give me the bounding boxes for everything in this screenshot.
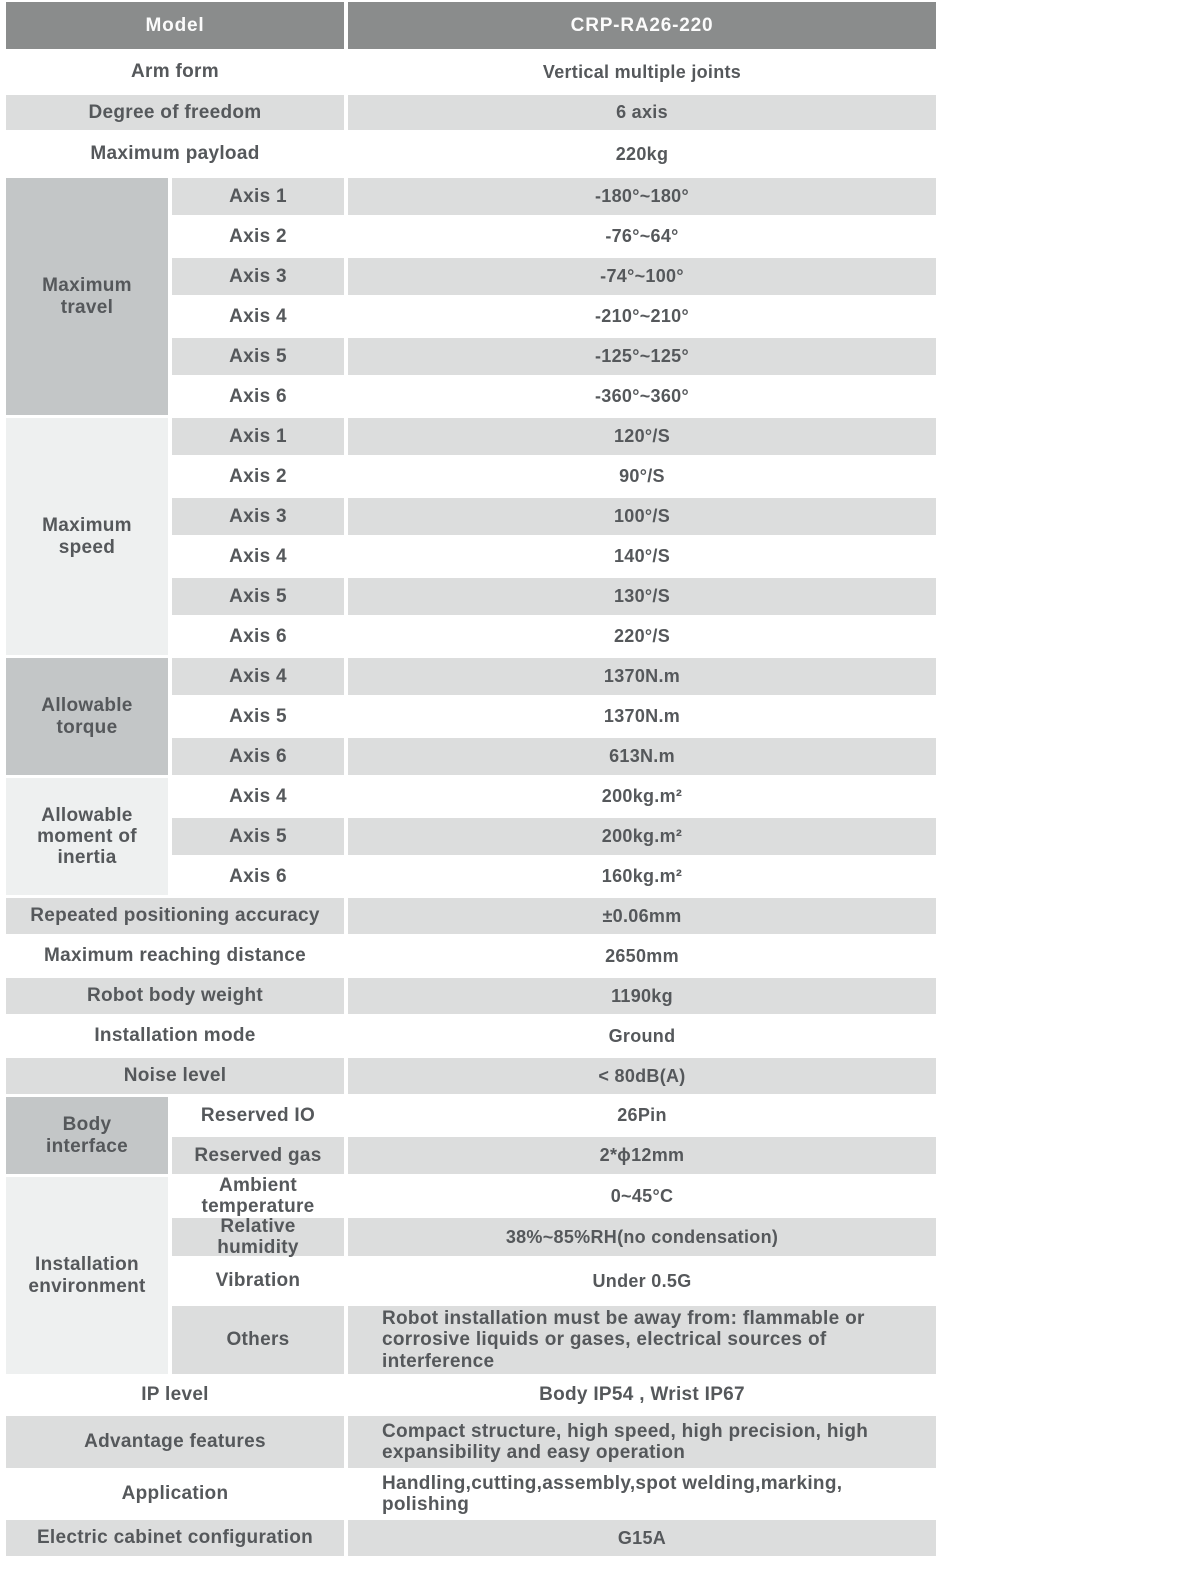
axis-label: Axis 3 xyxy=(172,258,344,295)
repeated-positioning-accuracy-value: ±0.06mm xyxy=(348,898,936,934)
application-value: Handling,cutting,assembly,spot welding,marking, polishing xyxy=(348,1471,936,1517)
noise-level-label: Noise level xyxy=(6,1058,344,1094)
axis-label: Axis 2 xyxy=(172,218,344,255)
degree-of-freedom-label: Degree of freedom xyxy=(6,95,344,130)
axis-label: Axis 6 xyxy=(172,378,344,415)
electric-cabinet-configuration-value: G15A xyxy=(348,1520,936,1556)
noise-level-value: < 80dB(A) xyxy=(348,1058,936,1094)
vibration-value: Under 0.5G xyxy=(348,1259,936,1303)
robot-body-weight-label: Robot body weight xyxy=(6,978,344,1014)
axis-label: Axis 1 xyxy=(172,178,344,215)
section-body-interface xyxy=(6,1097,936,1174)
axis-label: Axis 4 xyxy=(172,538,344,575)
model-header-label: Model xyxy=(6,2,344,49)
application-label: Application xyxy=(6,1471,344,1517)
axis-value: 130°/S xyxy=(348,578,936,615)
relative-humidity-label: Relative humidity xyxy=(172,1218,344,1256)
axis-label: Axis 4 xyxy=(172,778,344,815)
model-header-value: CRP-RA26-220 xyxy=(348,2,936,49)
section-installation-environment xyxy=(6,1174,936,1374)
installation-mode-label: Installation mode xyxy=(6,1017,344,1055)
axis-label: Axis 5 xyxy=(172,338,344,375)
arm-form-label: Arm form xyxy=(6,52,344,92)
ip-level-value: Body IP54 , Wrist IP67 xyxy=(348,1377,936,1413)
section-body-specs xyxy=(6,898,936,1094)
axis-value: 160kg.m² xyxy=(348,858,936,895)
axis-value: 140°/S xyxy=(348,538,936,575)
axis-value: -76°~64° xyxy=(348,218,936,255)
axis-label: Axis 6 xyxy=(172,738,344,775)
axis-label: Axis 5 xyxy=(172,698,344,735)
maximum-payload-label: Maximum payload xyxy=(6,133,344,175)
axis-label: Axis 4 xyxy=(172,658,344,695)
section-maximum-travel xyxy=(6,178,936,415)
relative-humidity-value: 38%~85%RH(no condensation) xyxy=(348,1218,936,1256)
maximum-reaching-distance-label: Maximum reaching distance xyxy=(6,937,344,975)
reserved-io-value: 26Pin xyxy=(348,1097,936,1134)
axis-value: 613N.m xyxy=(348,738,936,775)
ip-level-label: IP level xyxy=(6,1377,344,1413)
axis-label: Axis 2 xyxy=(172,458,344,495)
axis-label: Axis 4 xyxy=(172,298,344,335)
axis-value: -210°~210° xyxy=(348,298,936,335)
others-label: Others xyxy=(172,1306,344,1374)
axis-label: Axis 5 xyxy=(172,578,344,615)
section-general xyxy=(6,52,936,175)
axis-label: Axis 6 xyxy=(172,618,344,655)
axis-value: -360°~360° xyxy=(348,378,936,415)
section-allowable-moment xyxy=(6,778,936,895)
axis-value: -74°~100° xyxy=(348,258,936,295)
allowable-moment-group-label: Allowable moment of inertia xyxy=(6,778,168,895)
axis-value: -125°~125° xyxy=(348,338,936,375)
axis-label: Axis 3 xyxy=(172,498,344,535)
axis-value: 100°/S xyxy=(348,498,936,535)
axis-value: 200kg.m² xyxy=(348,778,936,815)
advantage-features-label: Advantage features xyxy=(6,1416,344,1468)
advantage-features-value: Compact structure, high speed, high precision, high expansibility and easy operation xyxy=(348,1416,936,1468)
arm-form-value: Vertical multiple joints xyxy=(348,52,936,92)
maximum-payload-value: 220kg xyxy=(348,133,936,175)
robot-body-weight-value: 1190kg xyxy=(348,978,936,1014)
axis-value: 90°/S xyxy=(348,458,936,495)
axis-value: 1370N.m xyxy=(348,658,936,695)
reserved-io-label: Reserved IO xyxy=(172,1097,344,1134)
installation-mode-value: Ground xyxy=(348,1017,936,1055)
reserved-gas-value: 2*ϕ12mm xyxy=(348,1137,936,1174)
axis-value: 120°/S xyxy=(348,418,936,455)
axis-label: Axis 6 xyxy=(172,858,344,895)
vibration-label: Vibration xyxy=(172,1259,344,1303)
ambient-temperature-label: Ambient temperature xyxy=(172,1177,344,1215)
maximum-reaching-distance-value: 2650mm xyxy=(348,937,936,975)
installation-environment-group-label: Installation environment xyxy=(6,1177,168,1374)
axis-value: -180°~180° xyxy=(348,178,936,215)
section-maximum-speed xyxy=(6,418,936,655)
reserved-gas-label: Reserved gas xyxy=(172,1137,344,1174)
axis-value: 200kg.m² xyxy=(348,818,936,855)
header-row xyxy=(6,2,936,49)
axis-value: 220°/S xyxy=(348,618,936,655)
maximum-travel-group-label: Maximum travel xyxy=(6,178,168,415)
allowable-torque-group-label: Allowable torque xyxy=(6,658,168,775)
degree-of-freedom-value: 6 axis xyxy=(348,95,936,130)
body-interface-group-label: Body interface xyxy=(6,1097,168,1174)
repeated-positioning-accuracy-label: Repeated positioning accuracy xyxy=(6,898,344,934)
section-allowable-torque xyxy=(6,658,936,775)
axis-value: 1370N.m xyxy=(348,698,936,735)
maximum-speed-group-label: Maximum speed xyxy=(6,418,168,655)
others-value: Robot installation must be away from: flammable or corrosive liquids or gases, electrical sources of interference xyxy=(348,1306,936,1374)
axis-label: Axis 5 xyxy=(172,818,344,855)
electric-cabinet-configuration-label: Electric cabinet configuration xyxy=(6,1520,344,1556)
section-summary xyxy=(6,1377,936,1556)
ambient-temperature-value: 0~45°C xyxy=(348,1177,936,1215)
axis-label: Axis 1 xyxy=(172,418,344,455)
